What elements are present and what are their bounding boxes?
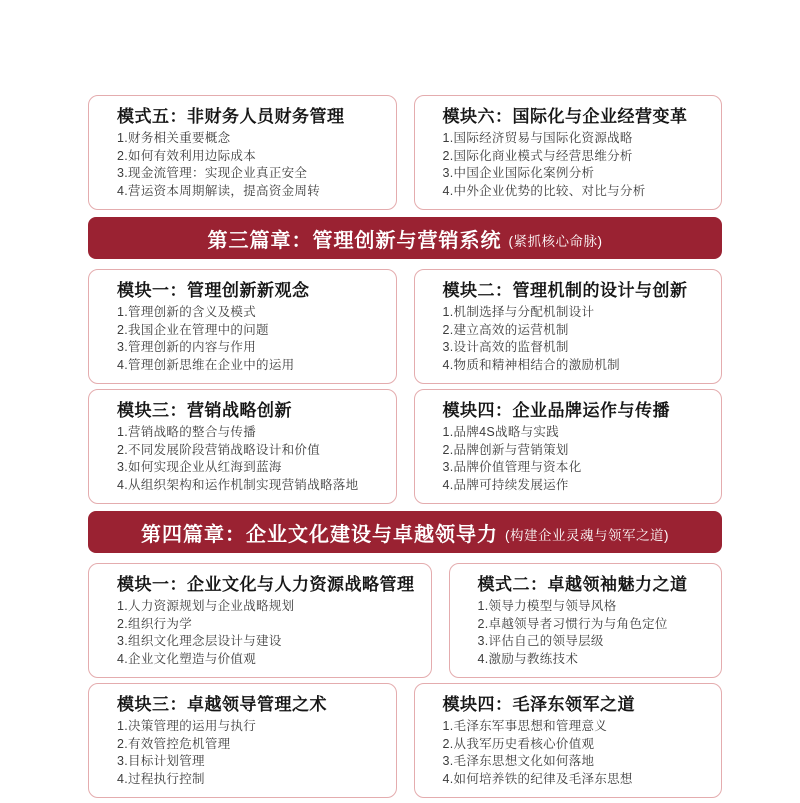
- module-topic-list: [117, 424, 380, 494]
- module-topic: 2.组织行为学: [117, 616, 193, 631]
- module-topic: 2.从我军历史看核心价值观: [442, 736, 595, 751]
- module-topic: 2.我国企业在管理中的问题: [117, 322, 269, 337]
- module-card: [414, 389, 723, 504]
- module-topic-list: [117, 130, 380, 200]
- module-topic: 2.国际化商业模式与经营思维分析: [442, 148, 633, 163]
- module-title: 模块四：毛泽东领军之道: [442, 695, 635, 714]
- module-topic: 4.中外企业优势的比较、对比与分析: [442, 183, 646, 198]
- module-topic: 4.管理创新思维在企业中的运用: [117, 357, 295, 372]
- module-row: [88, 563, 722, 678]
- module-topic: 2.卓越领导者习惯行为与角色定位: [477, 616, 668, 631]
- chapter-title: 第三篇章：管理创新与营销系统: [207, 229, 502, 252]
- module-topic-list: [443, 718, 706, 788]
- module-topic: 1.人力资源规划与企业战略规划: [117, 599, 295, 613]
- module-topic: 3.评估自己的领导层级: [477, 634, 604, 648]
- module-topic: 3.毛泽东思想文化如何落地: [442, 754, 595, 768]
- module-title: 模块三：营销战略创新: [117, 401, 292, 420]
- module-topic: 3.品牌价值管理与资本化: [442, 460, 582, 474]
- module-topic: 1.领导力模型与领导风格: [477, 599, 617, 613]
- module-title: 模块一：管理创新新观念: [117, 281, 310, 300]
- module-topic: 4.企业文化塑造与价值观: [117, 651, 257, 666]
- module-title: 模块二：管理机制的设计与创新: [442, 281, 688, 300]
- module-topic-list: [443, 424, 706, 494]
- module-topic-list: [117, 304, 380, 374]
- module-topic: 4.营运资本周期解读，提高资金周转: [117, 183, 321, 198]
- chapter-banner: [88, 511, 722, 553]
- module-topic: 4.激励与教练技术: [477, 651, 579, 666]
- module-title: 模块一：企业文化与人力资源战略管理: [117, 575, 415, 594]
- module-topic: 3.中国企业国际化案例分析: [442, 166, 595, 180]
- module-card: [88, 389, 397, 504]
- chapter-subtitle: (紧抓核心命脉): [508, 233, 603, 249]
- module-title: 模式五：非财务人员财务管理: [117, 107, 345, 126]
- chapter-title: 第四篇章：企业文化建设与卓越领导力: [141, 523, 498, 546]
- module-topic: 3.设计高效的监督机制: [442, 340, 569, 354]
- module-topic: 1.营销战略的整合与传播: [117, 425, 257, 439]
- module-topic: 1.财务相关重要概念: [117, 131, 231, 145]
- module-topic: 2.如何有效利用边际成本: [117, 148, 257, 163]
- module-topic: 2.不同发展阶段营销战略设计和价值: [117, 442, 321, 457]
- chapter-subtitle: (构建企业灵魂与领军之道): [505, 527, 669, 543]
- module-card: [88, 563, 432, 678]
- module-topic: 1.国际经济贸易与国际化资源战略: [442, 131, 633, 145]
- module-topic: 1.决策管理的运用与执行: [117, 719, 257, 733]
- module-card: [449, 563, 723, 678]
- module-title: 模块六：国际化与企业经营变革: [442, 107, 688, 126]
- module-card: [414, 269, 723, 384]
- module-topic: 4.品牌可持续发展运作: [442, 477, 569, 492]
- module-topic: 4.过程执行控制: [117, 771, 205, 786]
- module-topic: 4.如何培养铁的纪律及毛泽东思想: [442, 771, 633, 786]
- module-card: [414, 683, 723, 798]
- module-card: [414, 95, 723, 210]
- module-title: 模式二：卓越领袖魅力之道: [477, 575, 688, 594]
- course-outline-content: [88, 95, 722, 803]
- module-topic: 1.管理创新的含义及模式: [117, 305, 257, 319]
- module-topic: 4.从组织架构和运作机制实现营销战略落地: [117, 477, 359, 492]
- module-topic: 3.组织文化理念层设计与建设: [117, 634, 282, 648]
- module-topic-list: [443, 304, 706, 374]
- module-topic: 3.目标计划管理: [117, 754, 205, 768]
- module-title: 模块三：卓越领导管理之术: [117, 695, 327, 714]
- module-topic: 3.管理创新的内容与作用: [117, 340, 257, 354]
- module-card: [88, 95, 397, 210]
- module-row: [88, 683, 722, 798]
- module-topic: 1.机制选择与分配机制设计: [442, 305, 595, 319]
- module-topic: 4.物质和精神相结合的激励机制: [442, 357, 620, 372]
- module-card: [88, 269, 397, 384]
- module-card: [88, 683, 397, 798]
- module-row: [88, 95, 722, 210]
- module-topic: 2.建立高效的运营机制: [442, 322, 569, 337]
- module-topic: 3.如何实现企业从红海到蓝海: [117, 460, 282, 474]
- module-topic-list: [478, 598, 706, 668]
- module-topic: 2.品牌创新与营销策划: [442, 442, 569, 457]
- module-topic-list: [117, 598, 415, 668]
- module-topic-list: [443, 130, 706, 200]
- chapter-banner: [88, 217, 722, 259]
- module-topic: 1.品牌4S战略与实践: [442, 425, 560, 439]
- module-topic: 2.有效管控危机管理: [117, 736, 231, 751]
- module-title: 模块四：企业品牌运作与传播: [442, 401, 670, 420]
- module-topic: 1.毛泽东军事思想和管理意义: [442, 719, 608, 733]
- module-row: [88, 389, 722, 504]
- module-row: [88, 269, 722, 384]
- module-topic-list: [117, 718, 380, 788]
- module-topic: 3.现金流管理：实现企业真正安全: [117, 166, 308, 180]
